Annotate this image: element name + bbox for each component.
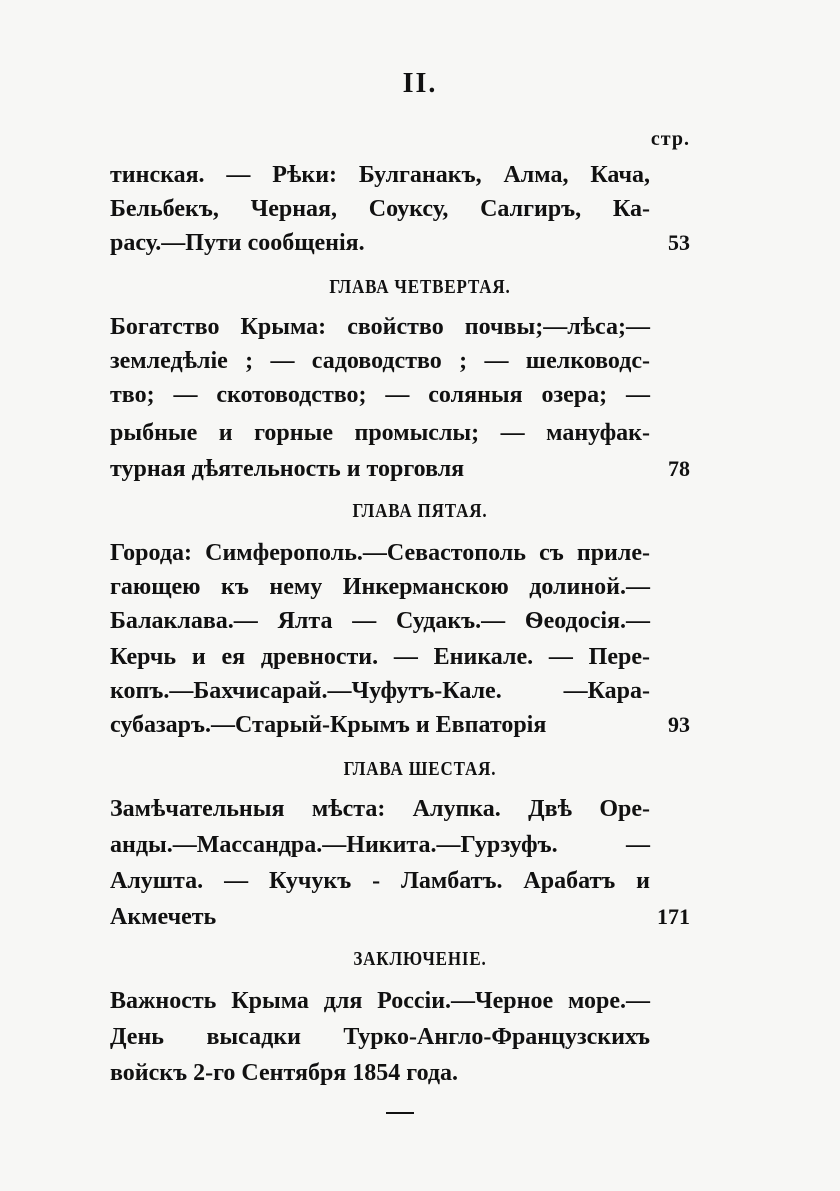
toc-page-number: 78 — [668, 456, 690, 481]
chapter-heading-4: ГЛАВА ЧЕТВЕРТАЯ. — [329, 276, 511, 298]
toc-page-number: 171 — [657, 904, 690, 929]
toc-line: Важность Крыма для Россіи.—Черное море.— — [110, 988, 650, 1014]
closing-rule — [386, 1112, 414, 1114]
toc-line: земледѣліе ; — садоводство ; — шелководс- — [110, 348, 650, 374]
toc-line: турная дѣятельность и торговля 78 — [110, 452, 690, 486]
toc-page-number: 93 — [668, 712, 690, 737]
toc-line: Керчь и ея древности. — Еникале. — Пере- — [110, 644, 650, 670]
toc-line: Города: Симферополь.—Севастополь съ приле- — [110, 540, 650, 566]
toc-line: субазаръ.—Старый-Крымъ и Евпаторія 93 — [110, 708, 690, 742]
toc-line: рыбные и горные промыслы; — мануфак- — [110, 420, 650, 446]
toc-line: тво; — скотоводство; — соляныя озера; — — [110, 382, 650, 408]
toc-line: расу.—Пути сообщенія. 53 — [110, 226, 690, 260]
chapter-heading-5: ГЛАВА ПЯТАЯ. — [352, 500, 488, 522]
page-column-label: стр. — [650, 128, 690, 150]
toc-line: войскъ 2-го Сентября 1854 года. — [110, 1060, 459, 1086]
toc-line: тинская. — Рѣки: Булганакъ, Алма, Кача, — [110, 162, 650, 188]
toc-line: День высадки Турко-Англо-Французскихъ — [110, 1024, 650, 1050]
toc-line: копъ.—Бахчисарай.—Чуфутъ-Кале. —Кара- — [110, 678, 650, 704]
conclusion-heading: ЗАКЛЮЧЕНІЕ. — [353, 948, 487, 970]
toc-line: Акмечеть 171 — [110, 900, 690, 934]
page-number: II. — [402, 68, 438, 99]
toc-line: анды.—Массандра.—Никита.—Гурзуфъ. — — [110, 832, 650, 858]
toc-line: Замѣчательныя мѣста: Алупка. Двѣ Оре- — [110, 796, 650, 822]
toc-line: Балаклава.— Ялта — Судакъ.— Ѳеодосія.— — [110, 608, 650, 634]
toc-line: Бельбекъ, Черная, Соуксу, Салгиръ, Ка- — [110, 196, 650, 222]
toc-page-number: 53 — [668, 230, 690, 255]
toc-line: Богатство Крыма: свойство почвы;—лѣса;— — [110, 314, 650, 340]
toc-line: гающею къ нему Инкерманскою долиной.— — [110, 574, 650, 600]
chapter-heading-6: ГЛАВА ШЕСТАЯ. — [343, 758, 497, 780]
toc-line: Алушта. — Кучукъ - Ламбатъ. Арабатъ и — [110, 868, 650, 894]
